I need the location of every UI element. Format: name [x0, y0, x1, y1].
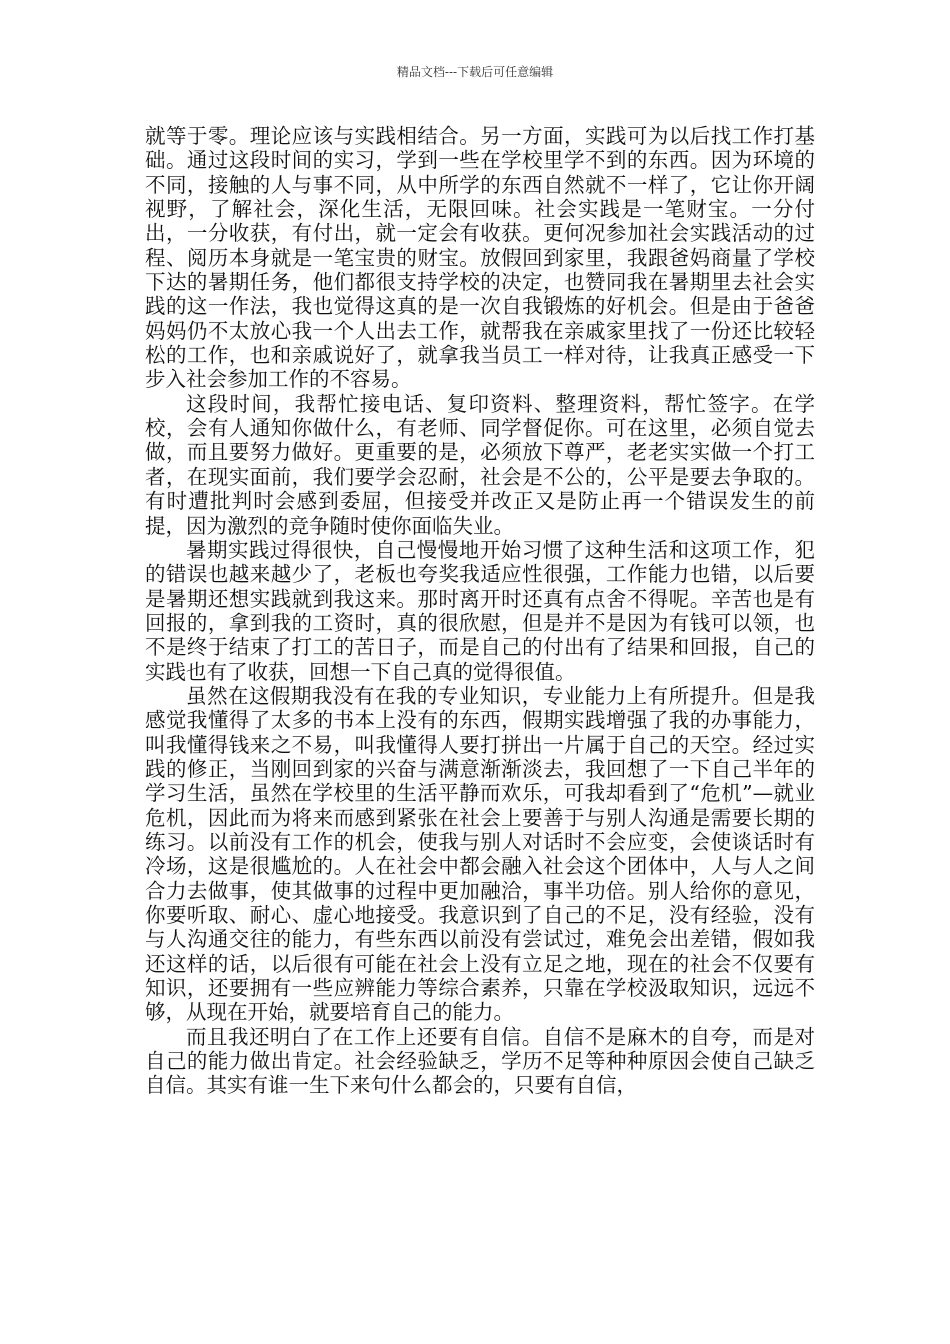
page-header: 精品文档---下载后可任意编辑 — [396, 65, 554, 79]
paragraph-2: 这段时间，我帮忙接电话、复印资料、整理资料，帮忙签字。在学校，会有人通知你做什么，有老师、同学督促你。可在这里，必须自觉去做，而且要努力做好。更重要的是，必须放下尊严，老老实实做一个打工者，在现实面前，我们要学会忍耐，社会是不公的，公平是要去争取的。有时遭批判时会感到委屈，但接受并改正又是防止再一个错误发生的前提，因为激烈的竞争随时使你面临失业。 — [145, 391, 815, 538]
paragraph-5: 而且我还明白了在工作上还要有自信。自信不是麻木的自夸，而是对自己的能力做出肯定。社会经验缺乏，学历不足等种种原因会使自己缺乏自信。其实有谁一生下来句什么都会的，只要有自信， — [145, 1024, 815, 1098]
paragraph-4: 虽然在这假期我没有在我的专业知识，专业能力上有所提升。但是我感觉我懂得了太多的书本上没有的东西，假期实践增强了我的办事能力，叫我懂得钱来之不易，叫我懂得人要打拼出一片属于自己的天空。经过实践的修正，当刚回到家的兴奋与满意渐渐淡去，我回想了一下自己半年的学习生活，虽然在学校里的生活平静而欢乐，可我却看到了“危机”—就业危机，因此而为将来而感到紧张在社会上要善于与别人沟通是需要长期的练习。以前没有工作的机会，使我与别人对话时不会应变，会使谈话时有冷场，这是很尴尬的。人在社会中都会融入社会这个团体中，人与人之间合力去做事，使其做事的过程中更加融洽，事半功倍。别人给你的意见，你要听取、耐心、虚心地接受。我意识到了自己的不足，没有经验，没有与人沟通交往的能力，有些东西以前没有尝试过，难免会出差错，假如我还这样的话，以后很有可能在社会上没有立足之地，现在的社会不仅要有知识，还要拥有一些应辨能力等综合素养，只靠在学校汲取知识，远远不够，从现在开始，就要培育自己的能力。 — [145, 683, 815, 1025]
paragraph-3: 暑期实践过得很快，自己慢慢地开始习惯了这种生活和这项工作，犯的错误也越来越少了，老板也夸奖我适应性很强，工作能力也错，以后要是暑期还想实践就到我这来。那时离开时还真有点舍不得呢。辛苦也是有回报的，拿到我的工资时，真的很欣慰，但是并不是因为有钱可以领，也不是终于结束了打工的苦日子，而是自己的付出有了结果和回报，自己的实践也有了收获，回想一下自己真的觉得很值。 — [145, 537, 815, 684]
paragraph-1: 就等于零。理论应该与实践相结合。另一方面，实践可为以后找工作打基础。通过这段时间的实习，学到一些在学校里学不到的东西。因为环境的不同，接触的人与事不同，从中所学的东西自然就不一样了，它让你开阔视野，了解社会，深化生活，无限回味。社会实践是一笔财宝。一分付出，一分收获，有付出，就一定会有收获。更何况参加社会实践活动的过程、阅历本身就是一笔宝贵的财宝。放假回到家里，我跟爸妈商量了学校下达的暑期任务，他们都很支持学校的决定，也赞同我在暑期里去社会实践的这一作法，我也觉得这真的是一次自我锻炼的好机会。但是由于爸爸妈妈仍不太放心我一个人出去工作，就帮我在亲戚家里找了一份还比较轻松的工作，也和亲戚说好了，就拿我当员工一样对待，让我真正感受一下步入社会参加工作的不容易。 — [145, 124, 815, 392]
document-body — [145, 124, 815, 1098]
